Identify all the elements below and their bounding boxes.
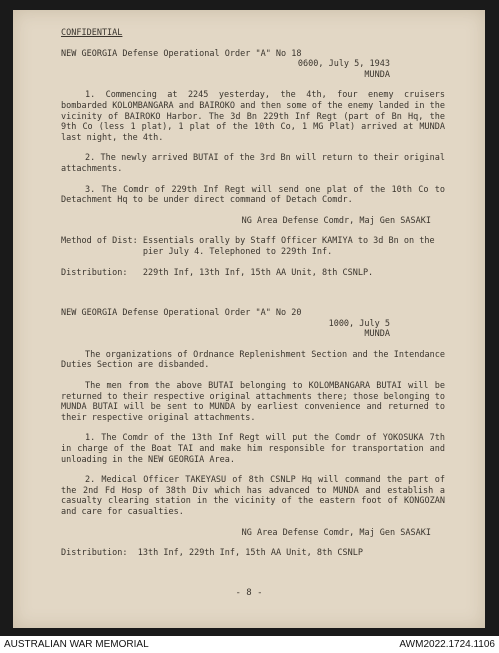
order-20-paragraph-2: 2. Medical Officer TAKEYASU of 8th CSNLP Hq will command the part of the 2nd Fd Hosp of 38th Div which has advanced to MUNDA and establish a casualty clearing station in the vicinity of the eastern foot of KONGOZAN and care for casualties. [61, 475, 445, 517]
method-label: Method of Dist: [61, 236, 138, 247]
order-20-paragraph-1: 1. The Comdr of the 13th Inf Regt will put the Comdr of YOKOSUKA 7th in charge of the Boat TAI and make him responsible for transportation and unloading in the NEW GEORGIA Area. [61, 433, 445, 465]
order-18-title: NEW GEORGIA Defense Operational Order "A" No 18 [61, 48, 302, 59]
order-18-place: MUNDA [364, 69, 390, 80]
order-20-paragraph-b: The men from the above BUTAI belonging to KOLOMBANGARA BUTAI will be returned to their respective original attachments there; those belonging to MUNDA BUTAI will be sent to MUNDA by earliest convenience and returned to their respective original attachments. [61, 381, 445, 423]
order-20-title: NEW GEORGIA Defense Operational Order "A" No 20 [61, 308, 302, 319]
distribution-text: 13th Inf, 229th Inf, 15th AA Unit, 8th CSNLP [137, 548, 363, 559]
order-20-paragraph-a: The organizations of Ordnance Replenishment Section and the Intendance Duties Section are disbanded. [61, 349, 445, 371]
method-text: Essentials orally by Staff Officer KAMIYA to 3d Bn on the pier July 4. Telephoned to 229th Inf. [142, 236, 435, 257]
order-20-signature: NG Area Defense Comdr, Maj Gen SASAKI [241, 527, 431, 538]
order-20-distribution [61, 548, 445, 559]
order-18-time-date: 0600, July 5, 1943 [297, 59, 390, 70]
order-18-paragraph-1: 1. Commencing at 2245 yesterday, the 4th, four enemy cruisers bombarded KOLOMBANGARA and BAIROKO and then some of the enemy landed in the vicinity of BAIROKO Harbor. The 3d Bn 229th Inf Regt (part of Bn Hq, the 9th Co (less 1 plat), 1 plat of the 10th Co, 1 MG Plat) arrived at MUNDA last night, the 4th. [61, 90, 445, 143]
order-18-signature: NG Area Defense Comdr, Maj Gen SASAKI [241, 215, 431, 226]
classification-heading: CONFIDENTIAL [61, 28, 123, 38]
archive-reference: AWM2022.1724.1106 [399, 639, 495, 650]
document-page [13, 10, 485, 628]
archive-footer [0, 636, 499, 653]
page-number: - 8 - [235, 588, 263, 598]
distribution-label: Distribution: [61, 548, 128, 559]
order-18-paragraph-2: 2. The newly arrived BUTAI of the 3rd Bn will return to their original attachments. [61, 153, 445, 174]
order-20-time-date: 1000, July 5 [328, 318, 390, 329]
document-body [61, 28, 445, 559]
distribution-text: 229th Inf, 13th Inf, 15th AA Unit, 8th CSNLP. [142, 267, 374, 278]
distribution-label: Distribution: [61, 267, 128, 278]
order-20-place: MUNDA [364, 329, 390, 340]
order-18-paragraph-3: 3. The Comdr of 229th Inf Regt will send one plat of the 10th Co to Detachment Hq to be under direct command of Detach Comdr. [61, 184, 445, 206]
order-18-distribution [61, 268, 445, 279]
archive-name: AUSTRALIAN WAR MEMORIAL [4, 639, 149, 650]
order-18-method-of-dist [61, 236, 445, 257]
